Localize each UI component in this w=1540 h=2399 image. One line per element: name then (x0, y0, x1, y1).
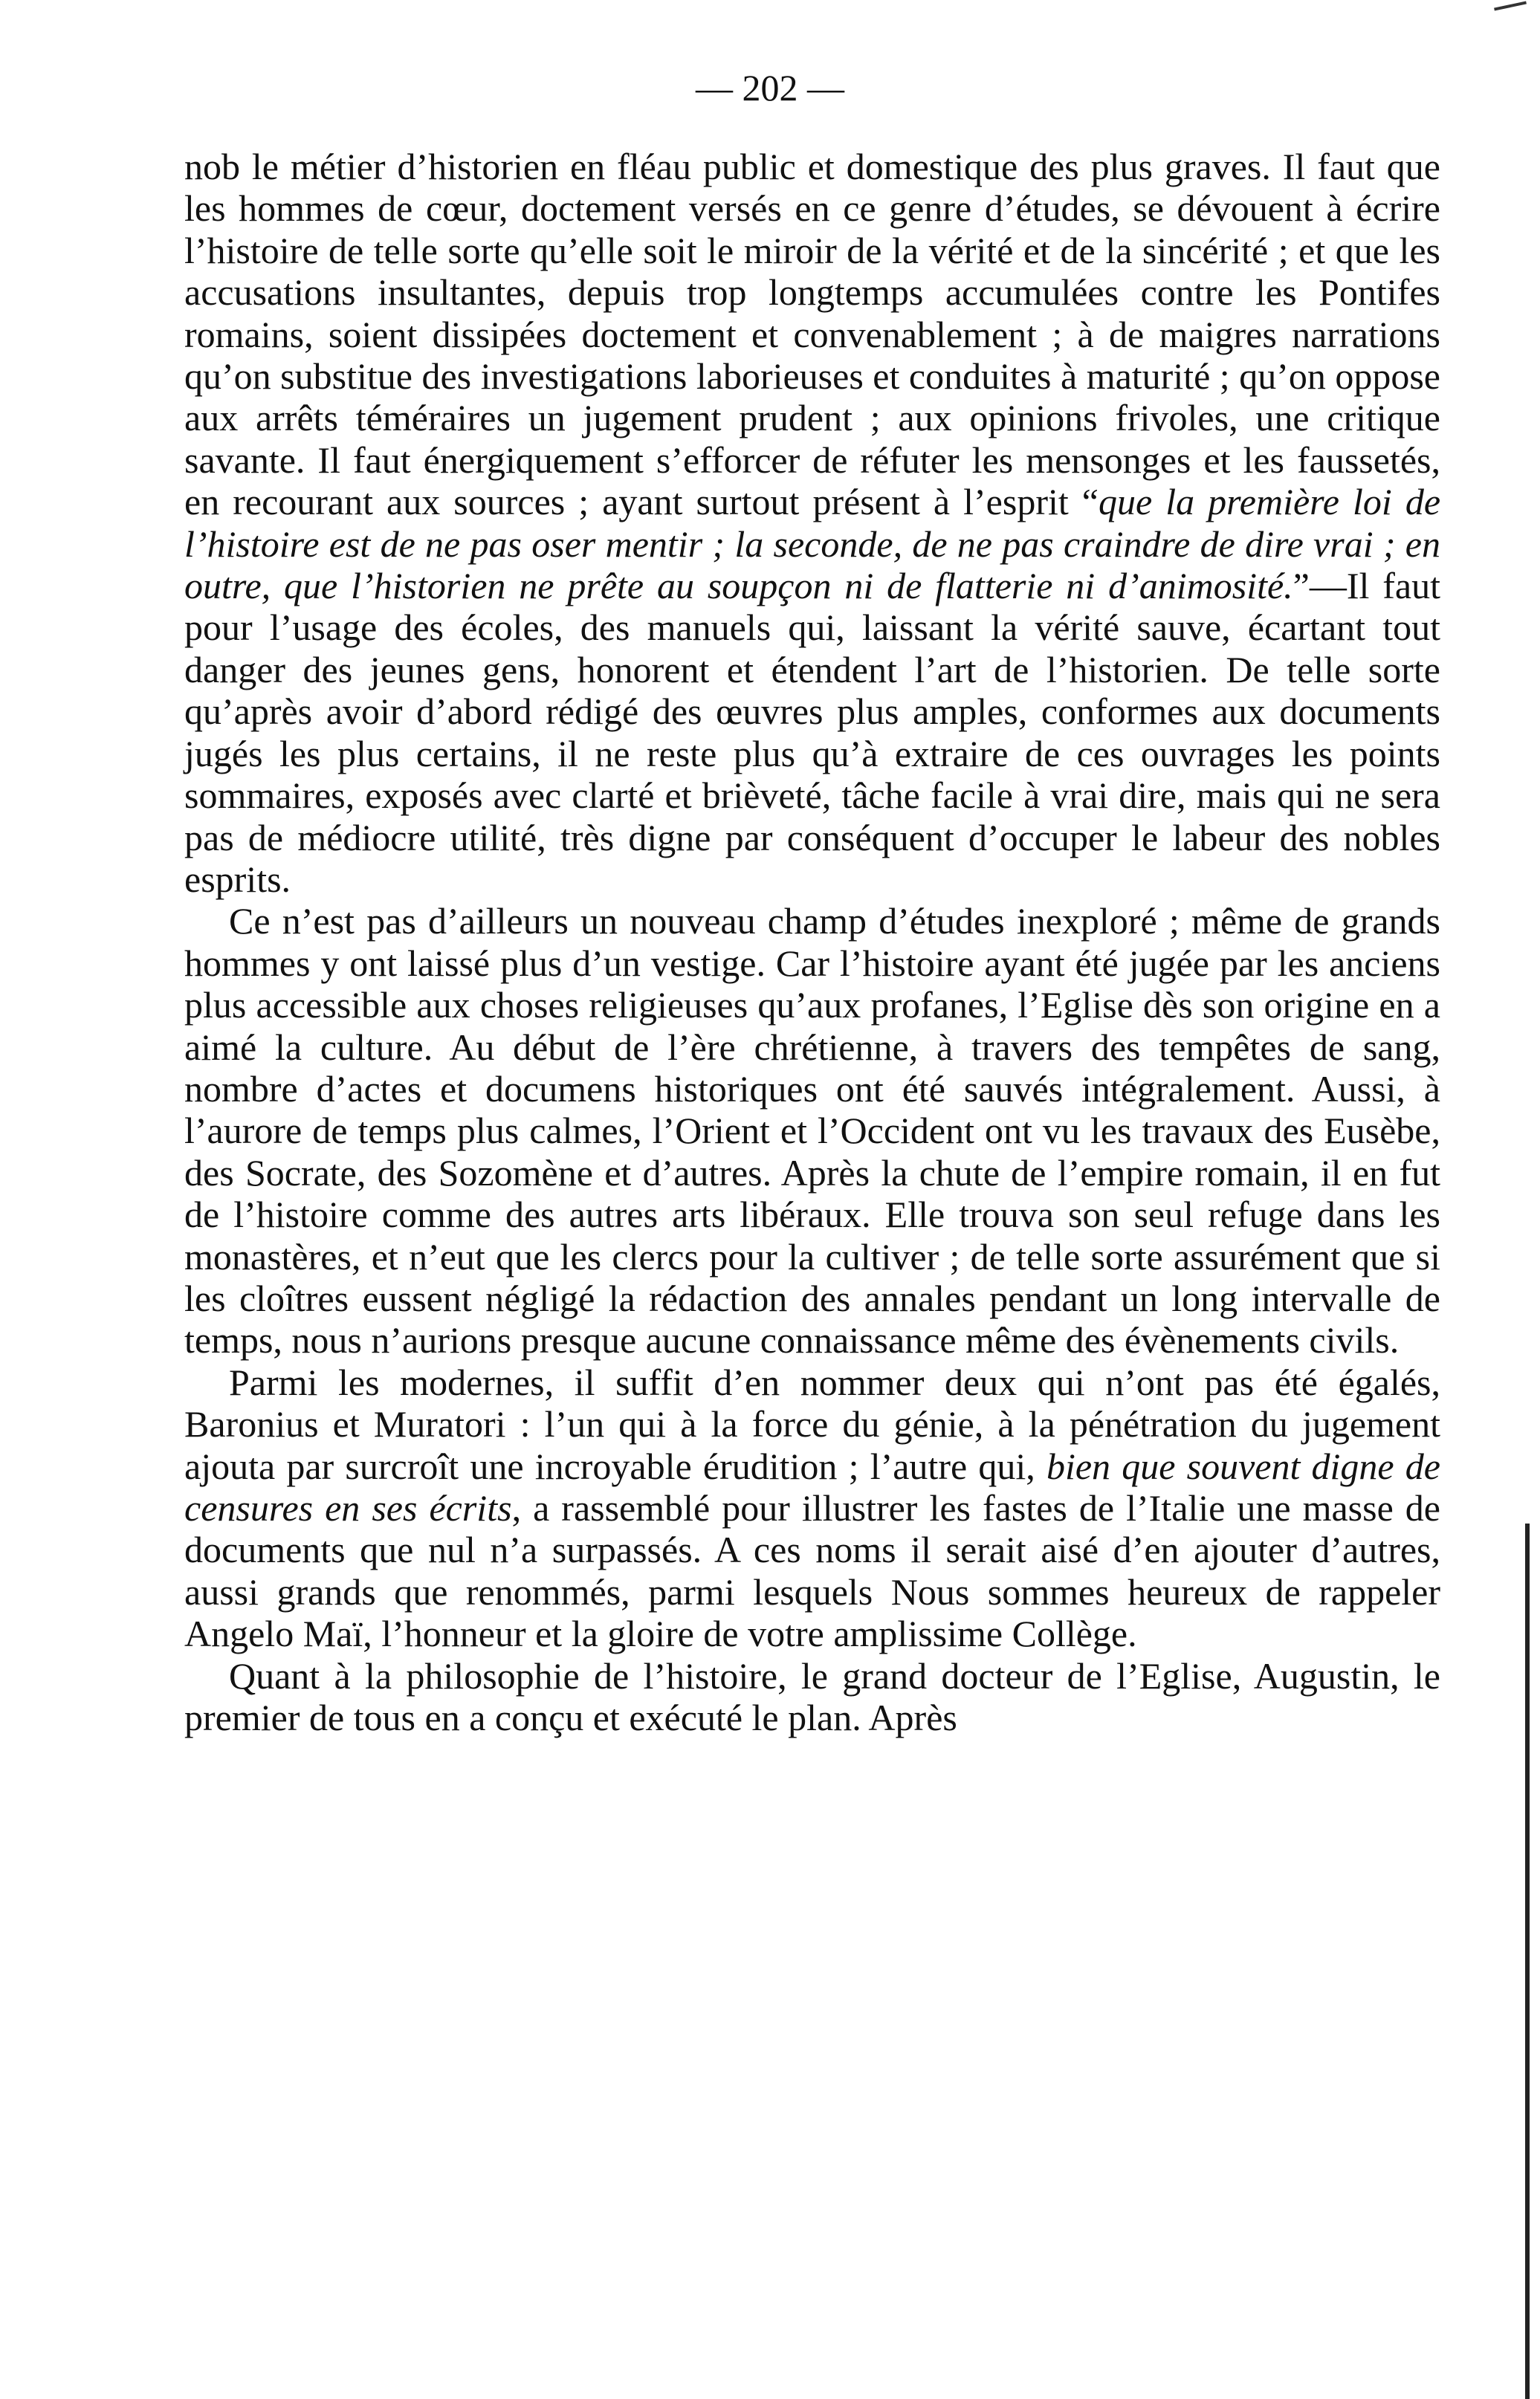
paragraph-3-italic: bien que souvent digne de censures en ses écrits (184, 1445, 1441, 1529)
paragraph-1-text-b: ”—Il faut pour l’usage des écoles, des manuels qui, laissant la vérité sauve, écartant tout danger des jeunes gens, honorent et étendent l’art de l’historien. De telle sorte qu’après avoir d’abord rédigé des œuvres plus amples, conformes aux documents jugés les plus certains, il ne reste plus qu’à extraire de ces ouvrages les points sommaires, exposés avec clarté et brièveté, tâche facile à vrai dire, mais qui ne sera pas de médiocre utilité, très digne par conséquent d’occuper le labeur des nobles esprits. (184, 565, 1440, 900)
scan-corner-mark (1494, 1, 1527, 10)
paragraph-3-text-b: , a rassemblé pour illustrer les fastes de l’Italie une masse de documents que nul n’a surpassés. A ces noms il serait aisé d’en ajouter d’autres, aussi grands que renommés, parmi lesquels Nous sommes heureux de rappeler Angelo Maï, l’honneur et la gloire de votre amplissime Collège. (184, 1487, 1441, 1655)
paragraph-1 (184, 146, 1440, 900)
paragraph-1-quote: que la première loi de l’histoire est de ne pas oser mentir ; la seconde, de ne pas craindre de dire vrai ; en outre, que l’historien ne prête au soupçon ni de flatterie ni d’animosité. (184, 481, 1441, 607)
body-text (184, 146, 1440, 1738)
page-number: — 202 — (696, 67, 844, 109)
paragraph-3 (184, 1362, 1440, 1655)
paragraph-2: Ce n’est pas d’ailleurs un nouveau champ d’études inexploré ; même de grands hommes y ont laissé plus d’un vestige. Car l’histoire ayant été jugée par les anciens plus accessible aux choses religieuses qu’aux profanes, l’Eglise dès son origine en a aimé la culture. Au début de l’ère chrétienne, à travers des tempêtes de sang, nombre d’actes et documens historiques ont été sauvés intégralement. Aussi, à l’aurore de temps plus calmes, l’Orient et l’Occident ont vu les travaux des Eusèbe, des Socrate, des Sozomène et d’autres. Après la chute de l’empire romain, il en fut de l’histoire comme des autres arts libéraux. Elle trouva son seul refuge dans les monastères, et n’eut que les clercs pour la cultiver ; de telle sorte assurément que si les cloîtres eussent négligé la rédaction des annales pendant un long intervalle de temps, nous n’aurions presque aucune connaissance même des évènements civils. (184, 900, 1440, 1362)
paragraph-3-text-a: Parmi les modernes, il suffit d’en nommer deux qui n’ont pas été égalés, Baronius et Muratori : l’un qui à la force du génie, à la pénétration du jugement ajouta par surcroît une incroyable érudition ; l’autre qui, (184, 1361, 1440, 1487)
paragraph-4: Quant à la philosophie de l’histoire, le grand docteur de l’Eglise, Augustin, le premier de tous en a conçu et exécuté le plan. Après (184, 1654, 1440, 1739)
paragraph-1-text-a: nob le métier d’historien en fléau public et domestique des plus graves. Il faut que les hommes de cœur, doctement versés en ce genre d’études, se dévouent à écrire l’histoire de telle sorte qu’elle soit le miroir de la vérité et de la sincérité ; et que les accusations insultantes, depuis trop longtemps accumulées contre les Pontifes romains, soient dissipées doctement et convenablement ; à de maigres narrations qu’on substitue des investigations laborieuses et conduites à maturité ; qu’on oppose aux arrêts téméraires un jugement prudent ; aux opinions frivoles, une critique savante. Il faut énergiquement s’efforcer de réfuter les mensonges et les faussetés, en recourant aux sources ; ayant surtout présent à l’esprit “ (184, 146, 1440, 523)
page-edge-line (1525, 1524, 1530, 2399)
